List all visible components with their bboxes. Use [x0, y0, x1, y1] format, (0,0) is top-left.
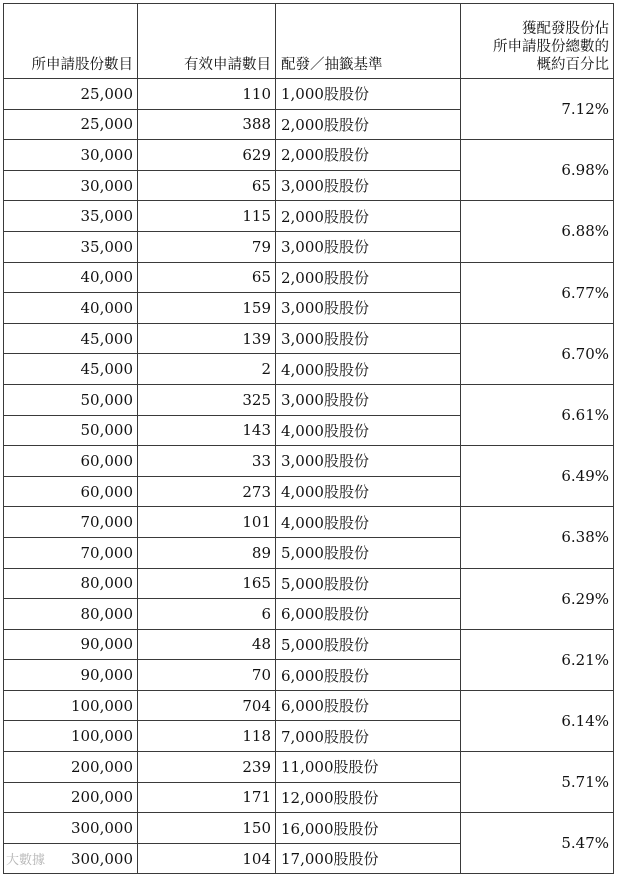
- valid-applications-cell: 115: [138, 201, 276, 232]
- valid-applications-cell: 150: [138, 813, 276, 844]
- header-valid-applications: 有效申請數目: [138, 4, 276, 79]
- valid-applications-cell: 79: [138, 231, 276, 262]
- allocation-basis-cell: 4,000股股份: [276, 415, 461, 446]
- shares-applied-cell: 300,000: [4, 843, 138, 874]
- allocation-basis-cell: 3,000股股份: [276, 231, 461, 262]
- table-body: [4, 79, 614, 874]
- shares-applied-cell: 80,000: [4, 568, 138, 599]
- allocation-basis-cell: 2,000股股份: [276, 140, 461, 171]
- shares-applied-cell: 300,000: [4, 813, 138, 844]
- valid-applications-cell: 48: [138, 629, 276, 660]
- table-row: [4, 446, 614, 477]
- percentage-cell: 6.61%: [461, 384, 614, 445]
- valid-applications-cell: 159: [138, 293, 276, 324]
- valid-applications-cell: 70: [138, 660, 276, 691]
- shares-applied-cell: 60,000: [4, 446, 138, 477]
- allocation-basis-cell: 6,000股股份: [276, 690, 461, 721]
- allocation-basis-cell: 3,000股股份: [276, 446, 461, 477]
- shares-applied-cell: 100,000: [4, 721, 138, 752]
- allocation-basis-cell: 3,000股股份: [276, 384, 461, 415]
- header-approx-percentage: [461, 4, 614, 79]
- valid-applications-cell: 89: [138, 537, 276, 568]
- allocation-basis-cell: 2,000股股份: [276, 262, 461, 293]
- shares-applied-cell: 200,000: [4, 752, 138, 783]
- valid-applications-cell: 171: [138, 782, 276, 813]
- table-row: [4, 813, 614, 844]
- valid-applications-cell: 65: [138, 170, 276, 201]
- allocation-basis-cell: 4,000股股份: [276, 354, 461, 385]
- allocation-basis-cell: 5,000股股份: [276, 537, 461, 568]
- header-allocation-basis: 配發／抽籤基準: [276, 4, 461, 79]
- percentage-cell: 5.71%: [461, 752, 614, 813]
- allocation-basis-cell: 11,000股股份: [276, 752, 461, 783]
- shares-applied-cell: 90,000: [4, 660, 138, 691]
- table-row: [4, 690, 614, 721]
- percentage-cell: 6.14%: [461, 690, 614, 751]
- valid-applications-cell: 388: [138, 109, 276, 140]
- valid-applications-cell: 101: [138, 507, 276, 538]
- allocation-basis-cell: 4,000股股份: [276, 476, 461, 507]
- percentage-cell: 6.77%: [461, 262, 614, 323]
- shares-applied-cell: 30,000: [4, 140, 138, 171]
- allocation-basis-cell: 6,000股股份: [276, 599, 461, 630]
- percentage-cell: 6.98%: [461, 140, 614, 201]
- header-pct-line-1: 獲配發股份佔: [522, 21, 609, 37]
- table-row: [4, 629, 614, 660]
- allocation-basis-cell: 5,000股股份: [276, 629, 461, 660]
- table-header-row: [4, 4, 614, 79]
- watermark: 大數據: [6, 853, 46, 868]
- table-row: [4, 752, 614, 783]
- shares-applied-cell: 60,000: [4, 476, 138, 507]
- header-pct-line-3: 概約百分比: [536, 57, 609, 73]
- allocation-basis-cell: 2,000股股份: [276, 201, 461, 232]
- valid-applications-cell: 110: [138, 79, 276, 110]
- allocation-basis-cell: 4,000股股份: [276, 507, 461, 538]
- table-row: [4, 323, 614, 354]
- percentage-cell: 6.21%: [461, 629, 614, 690]
- shares-applied-cell: 30,000: [4, 170, 138, 201]
- shares-applied-cell: 45,000: [4, 354, 138, 385]
- table-row: [4, 384, 614, 415]
- valid-applications-cell: 273: [138, 476, 276, 507]
- shares-applied-cell: 25,000: [4, 109, 138, 140]
- shares-applied-cell: 100,000: [4, 690, 138, 721]
- table-row: [4, 568, 614, 599]
- shares-applied-cell: 25,000: [4, 79, 138, 110]
- shares-applied-cell: 200,000: [4, 782, 138, 813]
- percentage-cell: 6.70%: [461, 323, 614, 384]
- table-row: [4, 507, 614, 538]
- percentage-cell: 6.49%: [461, 446, 614, 507]
- table-row: [4, 262, 614, 293]
- shares-applied-cell: 35,000: [4, 231, 138, 262]
- valid-applications-cell: 629: [138, 140, 276, 171]
- valid-applications-cell: 165: [138, 568, 276, 599]
- header-pct-line-2: 所申請股份總數的: [493, 39, 609, 55]
- shares-applied-cell: 40,000: [4, 262, 138, 293]
- shares-applied-cell: 50,000: [4, 415, 138, 446]
- allocation-basis-cell: 12,000股股份: [276, 782, 461, 813]
- valid-applications-cell: 2: [138, 354, 276, 385]
- shares-applied-cell: 50,000: [4, 384, 138, 415]
- allocation-basis-cell: 17,000股股份: [276, 843, 461, 874]
- valid-applications-cell: 6: [138, 599, 276, 630]
- percentage-cell: 5.47%: [461, 813, 614, 874]
- valid-applications-cell: 143: [138, 415, 276, 446]
- shares-applied-cell: 90,000: [4, 629, 138, 660]
- allocation-table: [3, 3, 614, 874]
- valid-applications-cell: 139: [138, 323, 276, 354]
- table-row: [4, 201, 614, 232]
- shares-applied-cell: 70,000: [4, 507, 138, 538]
- valid-applications-cell: 65: [138, 262, 276, 293]
- table-row: [4, 140, 614, 171]
- shares-applied-cell: 45,000: [4, 323, 138, 354]
- valid-applications-cell: 325: [138, 384, 276, 415]
- percentage-cell: 6.29%: [461, 568, 614, 629]
- header-shares-applied: 所申請股份數目: [4, 4, 138, 79]
- shares-applied-cell: 35,000: [4, 201, 138, 232]
- allocation-basis-cell: 3,000股股份: [276, 170, 461, 201]
- allocation-basis-cell: 6,000股股份: [276, 660, 461, 691]
- allocation-basis-cell: 16,000股股份: [276, 813, 461, 844]
- valid-applications-cell: 704: [138, 690, 276, 721]
- valid-applications-cell: 33: [138, 446, 276, 477]
- valid-applications-cell: 239: [138, 752, 276, 783]
- table-row: [4, 79, 614, 110]
- allocation-basis-cell: 7,000股股份: [276, 721, 461, 752]
- valid-applications-cell: 104: [138, 843, 276, 874]
- percentage-cell: 6.38%: [461, 507, 614, 568]
- shares-applied-cell: 40,000: [4, 293, 138, 324]
- allocation-basis-cell: 2,000股股份: [276, 109, 461, 140]
- shares-applied-cell: 70,000: [4, 537, 138, 568]
- percentage-cell: 6.88%: [461, 201, 614, 262]
- shares-applied-cell: 80,000: [4, 599, 138, 630]
- allocation-basis-cell: 3,000股股份: [276, 293, 461, 324]
- allocation-basis-cell: 3,000股股份: [276, 323, 461, 354]
- allocation-basis-cell: 5,000股股份: [276, 568, 461, 599]
- percentage-cell: 7.12%: [461, 79, 614, 140]
- valid-applications-cell: 118: [138, 721, 276, 752]
- allocation-basis-cell: 1,000股股份: [276, 79, 461, 110]
